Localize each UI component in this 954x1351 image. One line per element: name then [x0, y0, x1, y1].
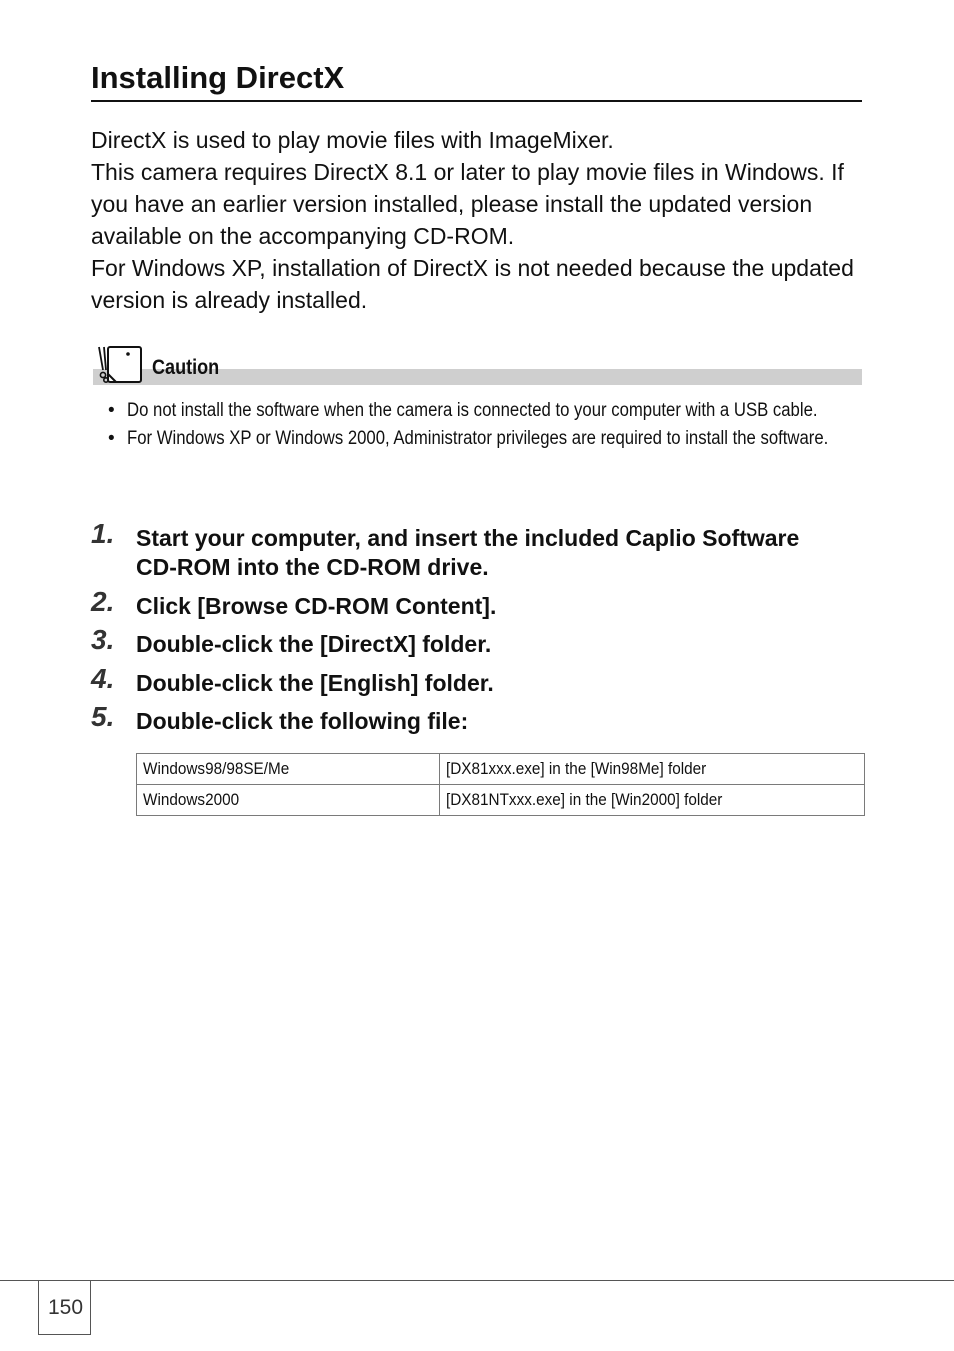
- step-number: 5.: [91, 701, 115, 732]
- caution-list: [108, 399, 868, 455]
- file-table: [136, 753, 865, 816]
- list-item: [108, 399, 868, 423]
- step-text: Double-click the [DirectX] folder.: [136, 631, 492, 657]
- step-4: [91, 663, 871, 698]
- intro-text: [91, 124, 871, 316]
- step-text: Click [Browse CD-ROM Content].: [136, 593, 497, 619]
- caution-item-text: For Windows XP or Windows 2000, Administrator privileges are required to install the software.: [127, 428, 829, 449]
- bullet-marker: •: [108, 428, 115, 449]
- step-number: 4.: [91, 663, 115, 694]
- table-cell-os: [137, 785, 440, 816]
- page-title: Installing DirectX: [91, 58, 862, 102]
- step-text: Double-click the following file:: [136, 708, 469, 734]
- cell-text: Windows98/98SE/Me: [143, 759, 290, 778]
- intro-paragraph: DirectX is used to play movie files with ImageMixer.: [91, 127, 614, 153]
- table-row: [137, 754, 865, 785]
- table-cell-file: [440, 754, 865, 785]
- step-number: 1.: [91, 518, 115, 549]
- step-text: Start your computer, and insert the included Caplio Software CD-ROM into the CD-ROM drive.: [136, 525, 800, 580]
- step-list: [91, 518, 871, 736]
- step-number: 2.: [91, 586, 115, 617]
- page-number-box: [38, 1281, 91, 1335]
- page-number: 150: [47, 1296, 84, 1319]
- cell-text: [DX81NTxxx.exe] in the [Win2000] folder: [446, 790, 723, 809]
- table-cell-os: [137, 754, 440, 785]
- file-table-grid: [136, 753, 865, 816]
- intro-paragraph: For Windows XP, installation of DirectX is not needed because the updated version is already installed.: [91, 255, 854, 313]
- step-3: [91, 624, 871, 659]
- caution-label: Caution: [152, 356, 220, 379]
- step-number: 3.: [91, 624, 115, 655]
- table-row: [137, 785, 865, 816]
- cell-text: Windows2000: [143, 790, 240, 809]
- table-cell-file: [440, 785, 865, 816]
- caution-item-text: Do not install the software when the camera is connected to your computer with a USB cable.: [127, 400, 818, 421]
- step-text: Double-click the [English] folder.: [136, 670, 494, 696]
- caution-memo-icon: [95, 344, 143, 386]
- intro-paragraph: This camera requires DirectX 8.1 or later to play movie files in Windows. If you have an earlier version installed, please install the updated version available on the accompanying CD-ROM.: [91, 159, 844, 249]
- bullet-marker: •: [108, 400, 115, 421]
- cell-text: [DX81xxx.exe] in the [Win98Me] folder: [446, 759, 707, 778]
- footer-rule: [0, 1280, 954, 1281]
- list-item: [108, 427, 868, 451]
- step-1: [91, 518, 816, 582]
- step-5: [91, 701, 871, 736]
- step-2: [91, 586, 871, 621]
